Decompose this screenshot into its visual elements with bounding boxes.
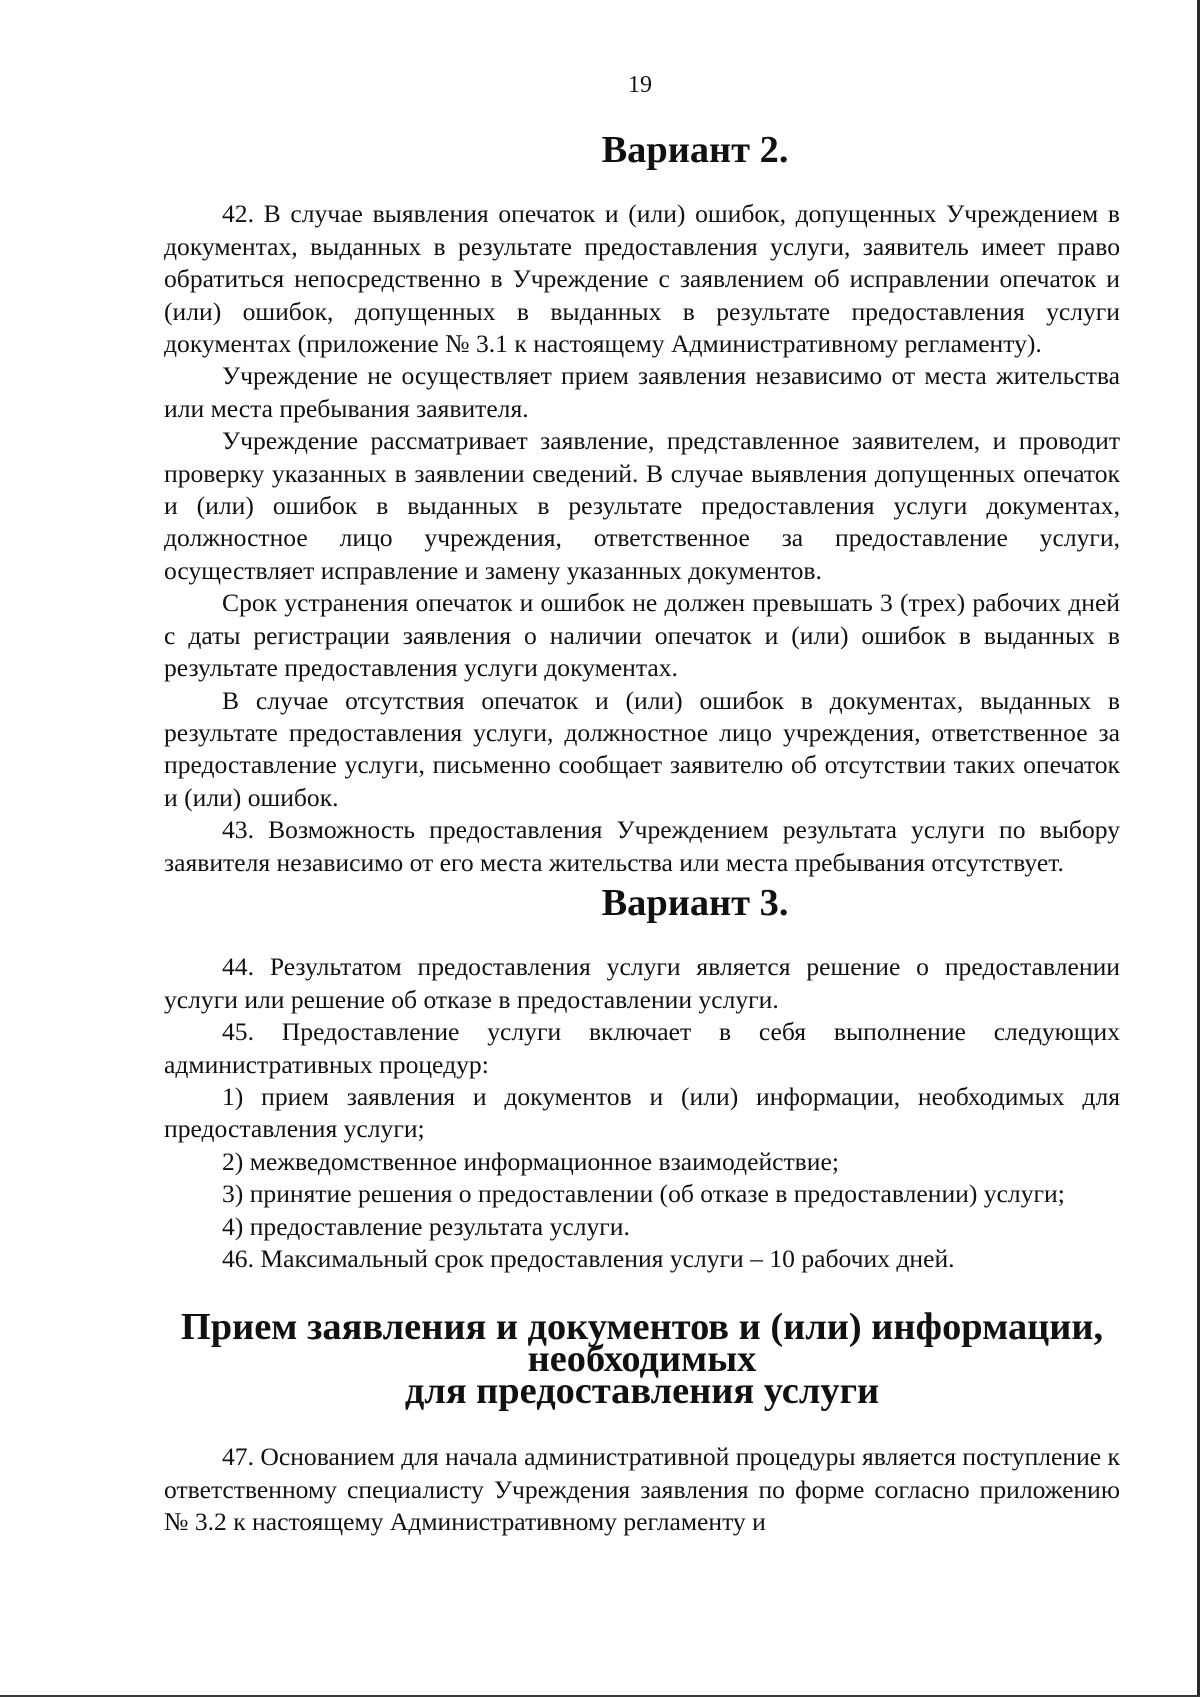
procedure-item-3: 3) принятие решения о предоставлении (об отказе в предоставлении) услуги; bbox=[222, 1179, 1065, 1209]
paragraph-45: 45. Предоставление услуги включает в себя выполнение следующих административных процедур: bbox=[164, 1017, 1120, 1079]
section-heading bbox=[164, 1306, 1120, 1413]
page-number: 19 bbox=[628, 72, 652, 98]
variant-2-heading: Вариант 2. bbox=[601, 129, 789, 171]
paragraph-correction-deadline: Срок устранения опечаток и ошибок не должен превышать 3 (трех) рабочих дней с даты регистрации заявления о наличии опечаток и (или) ошибок в выданных в результате предоставления услуги документах. bbox=[164, 588, 1120, 683]
paragraph-44: 44. Результатом предоставления услуги является решение о предоставлении услуги или решение об отказе в предоставлении услуги. bbox=[164, 952, 1120, 1014]
paragraph-42: 42. В случае выявления опечаток и (или) ошибок, допущенных Учреждением в документах, выданных в результате предоставления услуги, заявитель имеет право обратиться непосредственно в Учреждение с заявлением об исправлении опечаток и (или) ошибок, допущенных в выданных в результате предоставления услуги документах (приложение № 3.1 к настоящему Административному регламенту). bbox=[164, 199, 1120, 359]
page-content bbox=[164, 129, 1120, 1539]
procedure-item-2: 2) межведомственное информационное взаимодействие; bbox=[222, 1146, 839, 1176]
paragraph-no-extraterritorial: Учреждение не осуществляет прием заявления независимо от места жительства или места пребывания заявителя. bbox=[164, 361, 1120, 423]
paragraph-46: 46. Максимальный срок предоставления услуги – 10 рабочих дней. bbox=[222, 1244, 955, 1273]
procedure-item-4: 4) предоставление результата услуги. bbox=[222, 1211, 630, 1241]
section-heading-line-1: Прием заявления и документов и (или) информации, необходимых bbox=[180, 1306, 1104, 1381]
paragraph-review-application: Учреждение рассматривает заявление, представленное заявителем, и проводит проверку указанных в заявлении сведений. В случае выявления допущенных опечаток и (или) ошибок в выданных в результате предоставления услуги документах, должностное лицо учреждения, ответственное за предоставление услуги, осуществляет исправление и замену указанных документов. bbox=[164, 426, 1120, 585]
procedure-item-1: 1) прием заявления и документов и (или) информации, необходимых для предоставления услуги; bbox=[164, 1081, 1120, 1144]
paragraph-47: 47. Основанием для начала административной процедуры является поступление к ответственному специалисту Учреждения заявления по форме согласно приложению № 3.2 к настоящему Административному регламенту и bbox=[164, 1442, 1120, 1537]
paragraph-no-errors-notice: В случае отсутствия опечаток и (или) ошибок в документах, выданных в результате предоставления услуги, должностное лицо учреждения, ответственное за предоставление услуги, письменно сообщает заявителю об отсутствии таких опечаток и (или) ошибок. bbox=[164, 685, 1120, 812]
section-heading-line-2: для предоставления услуги bbox=[404, 1370, 880, 1413]
paragraph-43: 43. Возможность предоставления Учреждением результата услуги по выбору заявителя независимо от его места жительства или места пребывания отсутствует. bbox=[164, 815, 1120, 877]
variant-3-heading: Вариант 3. bbox=[601, 881, 789, 924]
